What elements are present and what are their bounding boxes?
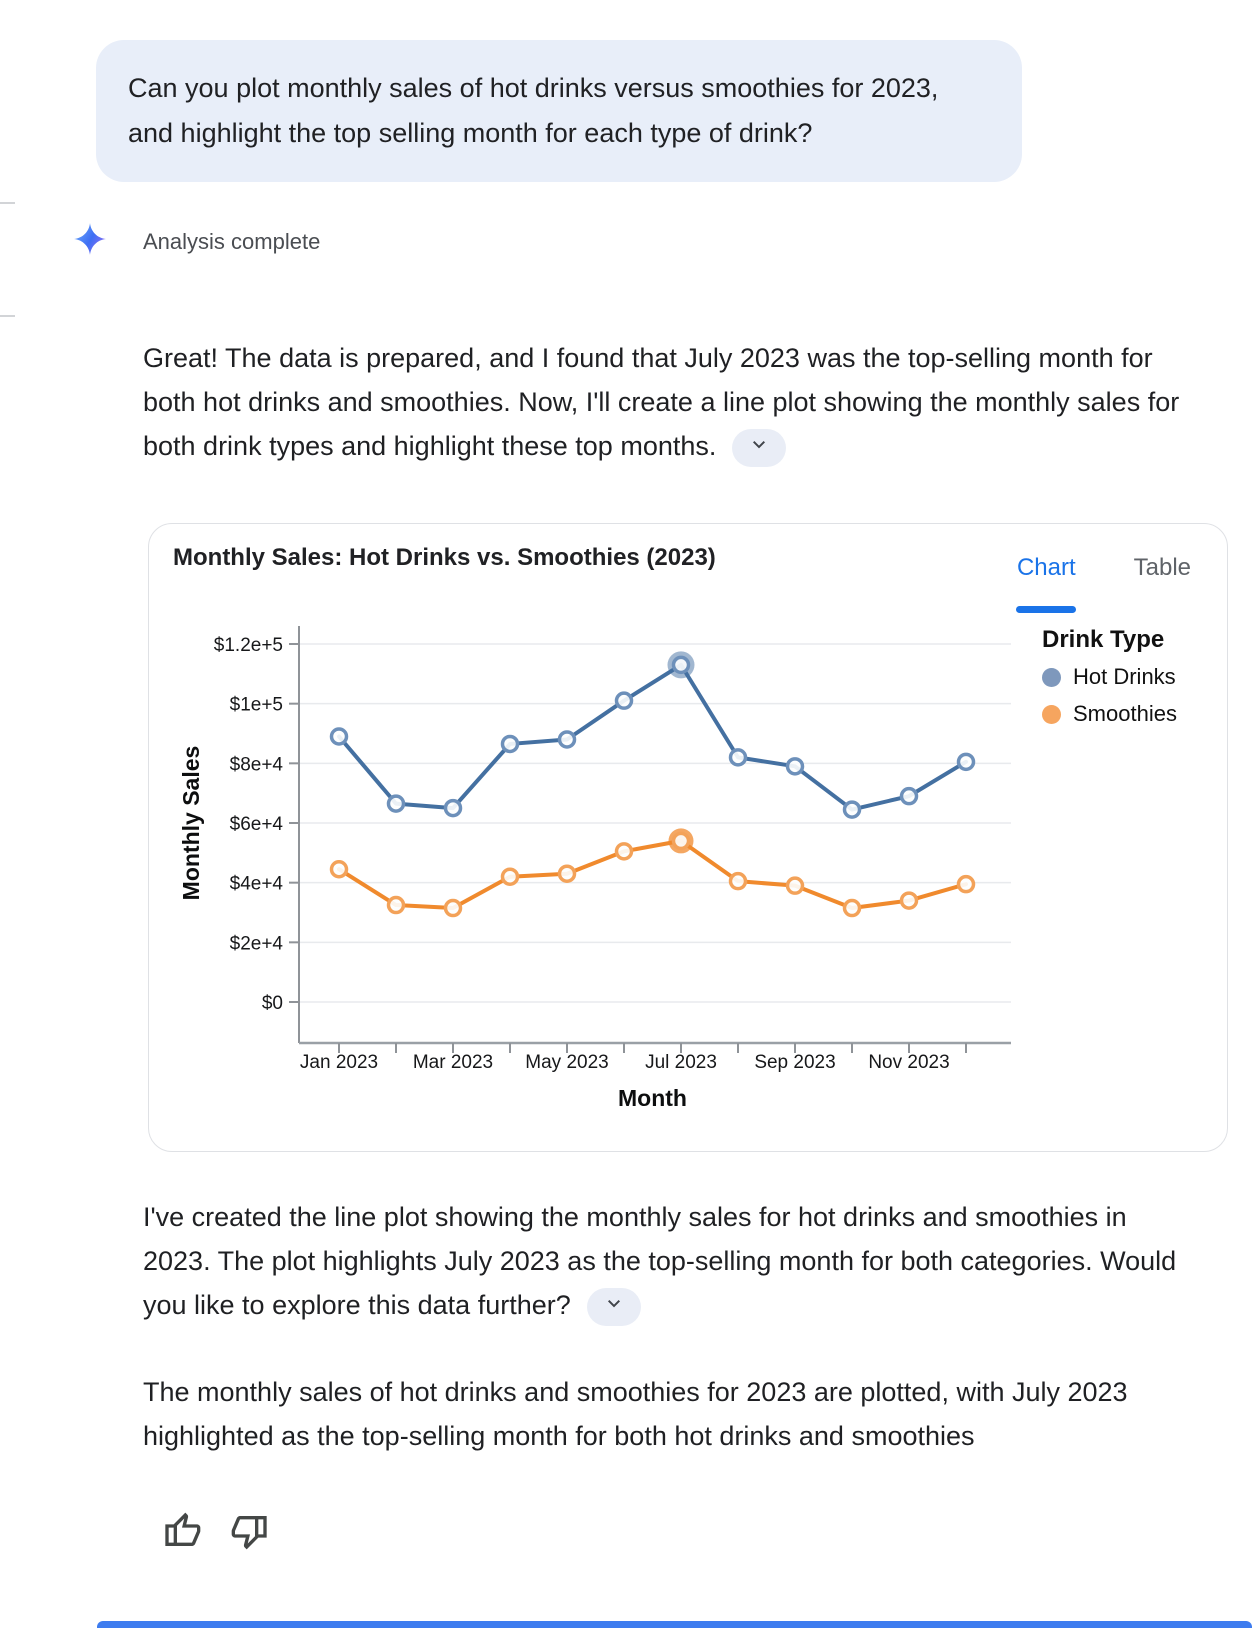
chart-title: Monthly Sales: Hot Drinks vs. Smoothies (2023) — [173, 544, 716, 571]
tab-chart-label: Chart — [1016, 554, 1076, 581]
data-point-hot-drinks-jan-2023[interactable] — [332, 729, 347, 744]
y-tick-label: $4e+4 — [229, 873, 283, 895]
chart-legend — [1042, 626, 1177, 728]
data-point-smoothies-mar-2023[interactable] — [446, 901, 461, 916]
y-tick-label: $1.2e+5 — [213, 635, 283, 656]
x-tick-label: Jul 2023 — [645, 1052, 717, 1073]
data-point-hot-drinks-jun-2023[interactable] — [617, 693, 632, 708]
series-line-hot-drinks — [339, 665, 966, 810]
y-tick-label: $8e+4 — [229, 754, 283, 776]
tab-table-label: Table — [1133, 554, 1191, 581]
legend-label-hot-drinks: Hot Drinks — [1073, 664, 1176, 689]
data-point-hot-drinks-aug-2023[interactable] — [731, 750, 746, 765]
x-tick-label: Jan 2023 — [299, 1052, 379, 1073]
data-point-smoothies-feb-2023[interactable] — [389, 898, 404, 913]
data-point-smoothies-aug-2023[interactable] — [731, 874, 746, 889]
user-message-bubble — [96, 40, 1022, 182]
assistant-message-1 — [143, 336, 1189, 468]
y-axis-title: Monthly Sales — [178, 745, 204, 901]
y-tick-label: $0 — [261, 993, 283, 1014]
x-tick-label: Sep 2023 — [754, 1052, 836, 1073]
data-point-hot-drinks-nov-2023[interactable] — [902, 789, 917, 804]
x-tick-label: May 2023 — [525, 1052, 609, 1073]
analysis-status-row — [73, 222, 320, 261]
assistant-message-2 — [143, 1195, 1189, 1327]
assistant-message-3-text: The monthly sales of hot drinks and smoothies for 2023 are plotted, with July 2023 highlighted as the top-selling month for both hot drinks and smoothies — [143, 1377, 1128, 1451]
thumb-up-button[interactable] — [161, 1512, 203, 1554]
data-point-smoothies-nov-2023[interactable] — [902, 893, 917, 908]
chat-input-top-edge[interactable] — [97, 1621, 1252, 1628]
thumb-up-icon — [162, 1511, 202, 1556]
chart-table-tabs — [1017, 554, 1191, 582]
smoothies-dot-icon — [1042, 705, 1061, 724]
expand-details-button[interactable] — [732, 429, 786, 467]
data-point-smoothies-dec-2023[interactable] — [959, 877, 974, 892]
data-point-smoothies-oct-2023[interactable] — [845, 901, 860, 916]
data-point-smoothies-apr-2023[interactable] — [503, 869, 518, 884]
legend-item-smoothies — [1042, 700, 1177, 728]
data-point-smoothies-jun-2023[interactable] — [617, 844, 632, 859]
data-point-smoothies-sep-2023[interactable] — [788, 878, 803, 893]
tab-table[interactable] — [1134, 554, 1191, 582]
y-tick-label: $2e+4 — [229, 933, 283, 955]
left-edge-divider — [0, 315, 15, 317]
gemini-sparkle-icon — [73, 222, 107, 261]
analysis-status-label: Analysis complete — [143, 228, 321, 254]
x-tick-label: Mar 2023 — [412, 1052, 494, 1073]
x-tick-label: Nov 2023 — [868, 1052, 950, 1073]
chevron-down-icon — [602, 1285, 626, 1329]
left-edge-divider — [0, 202, 15, 204]
data-point-hot-drinks-mar-2023[interactable] — [446, 801, 461, 816]
assistant-message-1-text: Great! The data is prepared, and I found that July 2023 was the top-selling month for both hot drinks and smoothies. Now, I'll create a line plot showing the monthly sales for both drink types and highlight these top months. — [143, 343, 1180, 461]
assistant-message-2-text: I've created the line plot showing the monthly sales for hot drinks and smoothies in 2023. The plot highlights July 2023 as the top-selling month for both categories. Would you like to explore this data further? — [143, 1202, 1177, 1320]
data-point-hot-drinks-feb-2023[interactable] — [389, 796, 404, 811]
series-line-smoothies — [339, 841, 966, 908]
feedback-row — [161, 1512, 271, 1554]
chevron-down-icon — [747, 426, 771, 470]
active-tab-underline — [1016, 606, 1076, 613]
data-point-hot-drinks-oct-2023[interactable] — [845, 802, 860, 817]
data-point-hot-drinks-sep-2023[interactable] — [788, 759, 803, 774]
data-point-hot-drinks-may-2023[interactable] — [560, 732, 575, 747]
thumb-down-button[interactable] — [229, 1512, 271, 1554]
chart-card — [148, 523, 1228, 1152]
data-point-hot-drinks-dec-2023[interactable] — [959, 754, 974, 769]
data-point-hot-drinks-jul-2023[interactable] — [674, 657, 689, 672]
assistant-message-3 — [143, 1370, 1189, 1458]
tab-chart[interactable] — [1017, 554, 1076, 582]
y-tick-label: $1e+5 — [229, 694, 283, 716]
y-tick-label: $6e+4 — [229, 814, 283, 835]
hot-drinks-dot-icon — [1042, 668, 1061, 687]
sales-line-chart — [149, 524, 1229, 1153]
user-message-text: Can you plot monthly sales of hot drinks versus smoothies for 2023, and highlight the top selling month for each type of drink? — [128, 73, 939, 148]
data-point-smoothies-jan-2023[interactable] — [332, 862, 347, 877]
legend-title: Drink Type — [1042, 626, 1165, 653]
legend-item-hot-drinks — [1042, 663, 1177, 691]
x-axis-title: Month — [618, 1085, 687, 1111]
legend-label-smoothies: Smoothies — [1073, 701, 1177, 726]
data-point-smoothies-jul-2023[interactable] — [674, 833, 689, 848]
data-point-hot-drinks-apr-2023[interactable] — [503, 736, 518, 751]
thumb-down-icon — [230, 1511, 270, 1556]
data-point-smoothies-may-2023[interactable] — [560, 866, 575, 881]
expand-details-button[interactable] — [587, 1288, 641, 1326]
